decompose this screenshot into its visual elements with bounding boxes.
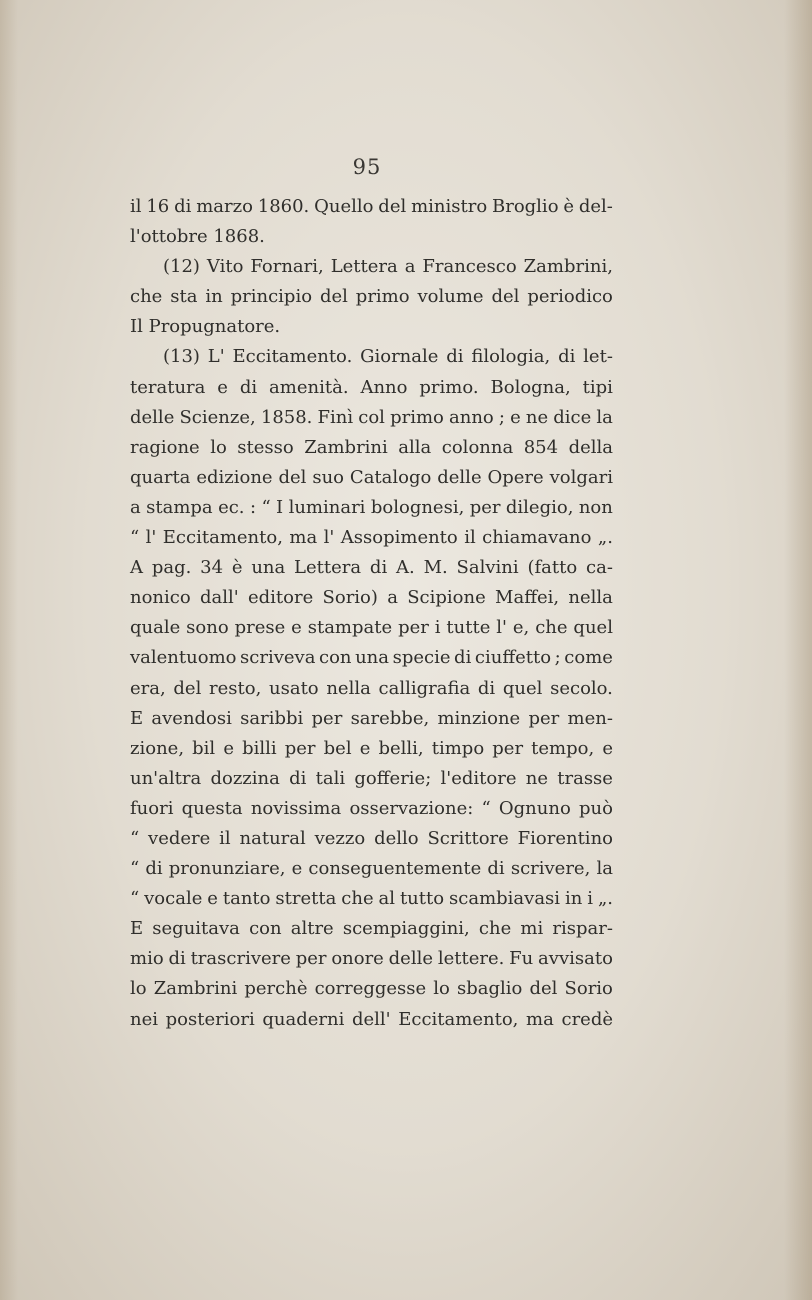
word: 854	[523, 436, 559, 458]
word: sarebbe,	[350, 707, 430, 729]
word: avvisato	[538, 948, 613, 970]
word: Salvini	[456, 557, 519, 579]
word: con	[319, 647, 352, 669]
word: che	[341, 888, 374, 910]
text-line	[130, 282, 613, 312]
word: di	[174, 196, 192, 217]
page-shadow-left	[0, 0, 18, 1300]
text-line	[130, 944, 613, 974]
word: non	[578, 496, 613, 518]
word: suo	[312, 466, 345, 488]
word: trasse	[557, 767, 613, 789]
word: per	[469, 496, 501, 518]
word: colonna	[441, 436, 514, 458]
word: scriveva	[240, 647, 316, 669]
word: Zambrini	[153, 978, 238, 1000]
word: a	[130, 496, 141, 518]
word: rispar-	[552, 918, 613, 940]
text-line	[130, 824, 613, 854]
word: di	[487, 858, 505, 880]
word: billi	[242, 737, 277, 759]
text-line	[130, 914, 613, 944]
word: altre	[290, 918, 334, 940]
word: natural	[239, 827, 306, 849]
word: tipi	[582, 376, 613, 398]
word: filologia,	[471, 346, 551, 368]
word: tutto	[399, 888, 445, 910]
word: ;	[498, 406, 505, 428]
word: stretta	[275, 888, 337, 910]
word: “	[130, 888, 140, 910]
word: l'	[323, 527, 335, 549]
word: dello	[374, 827, 419, 849]
word: primo	[390, 406, 444, 428]
word: dall'	[199, 587, 239, 609]
word: luminari	[288, 496, 366, 518]
word: di	[289, 767, 307, 789]
word: amenità.	[269, 376, 349, 398]
word: può	[579, 797, 613, 819]
word: e	[510, 406, 521, 428]
word: prese	[234, 617, 286, 639]
word: edizione	[196, 466, 273, 488]
word: che	[535, 617, 568, 639]
word: Sorio	[564, 978, 613, 1000]
word: dice	[553, 406, 592, 428]
word: i	[587, 888, 594, 910]
word: pag.	[151, 557, 192, 579]
text-line	[130, 373, 613, 403]
page-number: 95	[352, 155, 382, 179]
word: al	[378, 888, 396, 910]
word: di	[446, 346, 464, 368]
text-line	[130, 493, 613, 523]
word: delle	[388, 948, 433, 970]
word: I	[276, 496, 284, 518]
word: per	[528, 707, 560, 729]
word: a	[404, 256, 416, 278]
word: con	[249, 918, 282, 940]
word: zione,	[130, 737, 185, 759]
word: che	[130, 286, 163, 308]
word: primo.	[419, 376, 479, 398]
word: mi	[520, 918, 544, 940]
word: stampate	[307, 617, 393, 639]
word: sono	[186, 617, 229, 639]
word: Finì	[317, 406, 354, 428]
word: Francesco	[422, 256, 517, 278]
word: Assopimento	[340, 527, 458, 549]
word: vedere	[148, 827, 211, 849]
word: „.	[597, 527, 613, 549]
word: di	[168, 948, 186, 970]
word: di	[477, 677, 496, 699]
word: e	[207, 888, 218, 910]
word: una	[251, 557, 286, 579]
word: ne	[525, 767, 548, 789]
word: 1860.	[257, 196, 310, 217]
word: (13)	[163, 346, 200, 368]
word: Lettera	[294, 557, 362, 579]
text-line	[130, 794, 613, 824]
word: :	[249, 496, 257, 518]
word: calligrafia	[378, 677, 471, 699]
word: è	[563, 196, 575, 217]
text-line	[130, 342, 613, 372]
word: resto,	[209, 677, 262, 699]
word: Catalogo	[349, 466, 432, 488]
word: Maffei,	[495, 587, 560, 609]
word: ;	[554, 647, 561, 669]
word: Fornari,	[250, 256, 324, 278]
word: editore	[247, 587, 314, 609]
word: scambiavasi	[449, 888, 561, 910]
word: Anno	[360, 376, 408, 398]
word: e,	[512, 617, 530, 639]
word: di	[454, 647, 472, 669]
word: bel	[323, 737, 352, 759]
word: il	[219, 827, 231, 849]
word: nella	[326, 677, 371, 699]
word: chiamavano	[482, 527, 592, 549]
word: volgari	[549, 466, 613, 488]
word: avendosi	[151, 707, 232, 729]
word: stesso	[237, 436, 294, 458]
text-line: l'ottobre 1868.	[130, 226, 265, 248]
word: nonico	[130, 587, 191, 609]
text-line	[130, 764, 613, 794]
word: anno	[449, 406, 494, 428]
word: ciuffetto	[474, 647, 552, 669]
word: 1858.	[260, 406, 313, 428]
word: quale	[130, 617, 181, 639]
word: i	[434, 617, 441, 639]
word: lo	[130, 978, 147, 1000]
word: tempo,	[531, 737, 595, 759]
word: delle	[437, 466, 482, 488]
word: bolognesi,	[370, 496, 465, 518]
word: della	[568, 436, 613, 458]
word: Ognuno	[498, 797, 571, 819]
word: teratura	[130, 376, 206, 398]
word: secolo.	[550, 677, 613, 699]
text-line: Il Propugnatore.	[130, 316, 281, 338]
word: la	[596, 406, 613, 428]
word: del	[529, 978, 558, 1000]
word: e	[602, 737, 613, 759]
word: del	[278, 466, 307, 488]
word: per	[295, 948, 327, 970]
word: una	[355, 647, 390, 669]
word: quel	[502, 677, 543, 699]
word: Giornale	[360, 346, 439, 368]
word: specie	[392, 647, 451, 669]
word: ragione	[130, 436, 200, 458]
word: “	[130, 827, 140, 849]
word: quarta	[130, 466, 191, 488]
word: delle	[130, 406, 175, 428]
text-line	[130, 252, 613, 282]
word: quaderni	[262, 1008, 345, 1030]
word: volume	[417, 286, 484, 308]
word: e	[291, 858, 303, 880]
word: principio	[230, 286, 313, 308]
word: tanto	[222, 888, 271, 910]
text-line	[130, 613, 613, 643]
word: di	[558, 346, 576, 368]
word: primo	[355, 286, 410, 308]
word: L'	[207, 346, 225, 368]
word: stampa	[146, 496, 213, 518]
word: timpo	[431, 737, 485, 759]
text-line	[130, 433, 613, 463]
word: come	[564, 647, 613, 669]
word: conseguentemente	[308, 858, 482, 880]
word: “	[481, 797, 491, 819]
word: Opere	[487, 466, 544, 488]
word: di	[145, 858, 163, 880]
word: marzo	[196, 196, 253, 217]
word: ec.	[218, 496, 245, 518]
word: ne	[525, 406, 549, 428]
word: Eccitamento,	[162, 527, 283, 549]
text-line	[130, 674, 613, 704]
word: posteriori	[165, 1008, 255, 1030]
word: l'	[145, 527, 157, 549]
word: sbaglio	[457, 978, 523, 1000]
text-line	[130, 643, 613, 673]
word: era,	[130, 677, 166, 699]
word: e	[217, 376, 228, 398]
word: let-	[583, 346, 613, 368]
word: osservazione:	[349, 797, 474, 819]
word: Scipione	[407, 587, 486, 609]
word: vocale	[144, 888, 203, 910]
word: seguitava	[152, 918, 240, 940]
word: è	[231, 557, 243, 579]
text-line	[130, 884, 613, 914]
word: lo	[433, 978, 450, 1000]
word: del	[378, 196, 407, 217]
word: M.	[423, 557, 448, 579]
word: nei	[130, 1008, 159, 1030]
word: questa	[181, 797, 243, 819]
text-line	[130, 463, 613, 493]
word: Bologna,	[490, 376, 571, 398]
word: dell'	[351, 1008, 391, 1030]
word: tutte	[446, 617, 491, 639]
word: novissima	[250, 797, 342, 819]
word: Scienze,	[179, 406, 256, 428]
word: di	[369, 557, 388, 579]
word: valentuomo	[130, 647, 237, 669]
word: Zambrini,	[523, 256, 613, 278]
word: la	[596, 858, 613, 880]
word: (fatto	[527, 557, 578, 579]
text-line	[130, 734, 613, 764]
word: alla	[398, 436, 432, 458]
word: pronunziare,	[168, 858, 286, 880]
word: Sorio)	[322, 587, 378, 609]
word: ministro	[411, 196, 488, 217]
word: l'editore	[440, 767, 517, 789]
word: E	[130, 918, 144, 940]
word: quel	[573, 617, 613, 639]
word: Fiorentino	[517, 827, 613, 849]
page-shadow-right	[784, 0, 812, 1300]
word: fuori	[130, 797, 174, 819]
word: bil	[192, 737, 216, 759]
word: (12)	[163, 256, 200, 278]
text-line	[130, 854, 613, 884]
text-line	[130, 704, 613, 734]
word: del	[491, 286, 520, 308]
word: per	[284, 737, 316, 759]
word: a	[387, 587, 398, 609]
word: Broglio	[491, 196, 559, 217]
word: perchè	[244, 978, 308, 1000]
word: l'	[496, 617, 507, 639]
word: “	[261, 496, 271, 518]
word: del	[319, 286, 348, 308]
word: credè	[561, 1008, 613, 1030]
word: nella	[568, 587, 613, 609]
word: per	[492, 737, 524, 759]
word: E	[130, 707, 144, 729]
word: e	[359, 737, 371, 759]
text-line	[130, 583, 613, 613]
word: men-	[567, 707, 613, 729]
text-line	[130, 974, 613, 1004]
word: lo	[210, 436, 227, 458]
word: e	[291, 617, 302, 639]
word: del	[173, 677, 202, 699]
word: usato	[269, 677, 319, 699]
word: ma	[526, 1008, 554, 1030]
word: “	[130, 858, 140, 880]
word: mio	[130, 948, 164, 970]
word: periodico	[527, 286, 613, 308]
word: del-	[578, 196, 613, 217]
word: A.	[396, 557, 415, 579]
word: lettere.	[437, 948, 505, 970]
word: onore	[331, 948, 384, 970]
word: per	[398, 617, 429, 639]
word: “	[130, 527, 140, 549]
text-line	[130, 523, 613, 553]
word: e	[223, 737, 234, 759]
word: Quello	[314, 196, 374, 217]
word: gofferie;	[354, 767, 432, 789]
text-line	[130, 403, 613, 433]
body-text	[130, 192, 613, 1035]
word: sta	[170, 286, 198, 308]
word: il	[464, 527, 476, 549]
word: Lettera	[330, 256, 398, 278]
word: scrivere,	[510, 858, 591, 880]
text-line	[130, 553, 613, 583]
word: dozzina	[210, 767, 280, 789]
word: che	[478, 918, 512, 940]
word: ca-	[586, 557, 613, 579]
word: scempiaggini,	[342, 918, 470, 940]
word: Vito	[206, 256, 244, 278]
word: Eccitamento.	[232, 346, 353, 368]
word: il	[130, 196, 142, 217]
word: „.	[597, 888, 613, 910]
text-line	[130, 192, 613, 222]
word: 16	[146, 196, 170, 217]
word: minzione	[437, 707, 521, 729]
word: Zambrini	[304, 436, 388, 458]
word: saribbi	[240, 707, 304, 729]
word: Eccitamento,	[398, 1008, 519, 1030]
word: in	[564, 888, 583, 910]
text-line	[130, 1005, 613, 1035]
word: Fu	[509, 948, 534, 970]
word: ma	[289, 527, 318, 549]
word: tali	[315, 767, 346, 789]
word: Scrittore	[427, 827, 509, 849]
word: col	[358, 406, 385, 428]
word: dilegio,	[505, 496, 574, 518]
word: in	[205, 286, 223, 308]
word: per	[311, 707, 343, 729]
word: A	[130, 557, 143, 579]
word: di	[239, 376, 258, 398]
word: 34	[200, 557, 224, 579]
word: belli,	[378, 737, 424, 759]
word: vezzo	[314, 827, 366, 849]
word: correggesse	[314, 978, 427, 1000]
word: trascrivere	[190, 948, 291, 970]
word: un'altra	[130, 767, 202, 789]
